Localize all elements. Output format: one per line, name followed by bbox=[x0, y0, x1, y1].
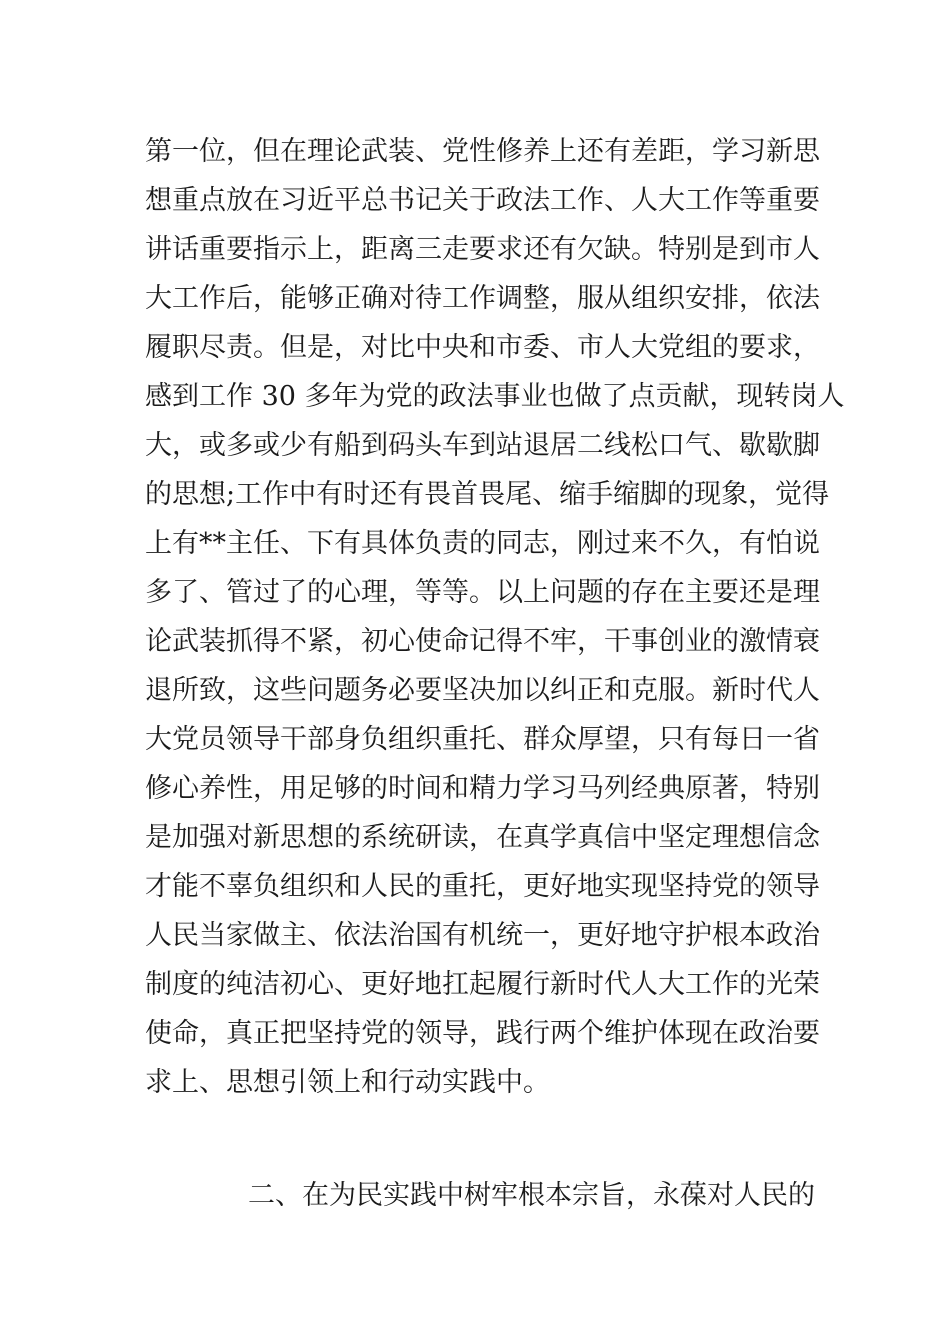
paragraph-line: 上有**主任、下有具体负责的同志，刚过来不久，有怕说 bbox=[145, 528, 820, 559]
paragraph-line: 修心养性，用足够的时间和精力学习马列经典原著，特别 bbox=[145, 773, 820, 804]
paragraph-line: 是加强对新思想的系统研读，在真学真信中坚定理想信念 bbox=[145, 822, 820, 853]
paragraph-line: 论武装抓得不紧，初心使命记得不牢，干事创业的激情衰 bbox=[145, 626, 820, 657]
paragraph-line: 人民当家做主、依法治国有机统一，更好地守护根本政治 bbox=[145, 920, 820, 951]
paragraph-line: 履职尽责。但是，对比中央和市委、市人大党组的要求， bbox=[145, 332, 820, 363]
paragraph-line: 大党员领导干部身负组织重托、群众厚望，只有每日一省 bbox=[145, 724, 820, 755]
paragraph-line: 才能不辜负组织和人民的重托，更好地实现坚持党的领导 bbox=[145, 871, 820, 902]
paragraph-line: 大，或多或少有船到码头车到站退居二线松口气、歇歇脚 bbox=[145, 430, 820, 461]
paragraph-line: 大工作后，能够正确对待工作调整，服从组织安排，依法 bbox=[145, 283, 820, 314]
section-heading: 二、在为民实践中树牢根本宗旨，永葆对人民的 bbox=[248, 1180, 815, 1211]
paragraph-line: 制度的纯洁初心、更好地扛起履行新时代人大工作的光荣 bbox=[145, 969, 820, 1000]
paragraph-line: 求上、思想引领上和行动实践中。 bbox=[145, 1067, 550, 1098]
paragraph-line: 第一位，但在理论武装、党性修养上还有差距，学习新思 bbox=[145, 136, 820, 167]
paragraph-line: 想重点放在习近平总书记关于政法工作、人大工作等重要 bbox=[145, 185, 820, 216]
paragraph-line: 使命，真正把坚持党的领导，践行两个维护体现在政治要 bbox=[145, 1018, 820, 1049]
paragraph-line: 的思想;工作中有时还有畏首畏尾、缩手缩脚的现象，觉得 bbox=[145, 479, 830, 510]
paragraph-line: 感到工作 30 多年为党的政法事业也做了点贡献，现转岗人 bbox=[145, 381, 845, 412]
paragraph-line: 多了、管过了的心理，等等。以上问题的存在主要还是理 bbox=[145, 577, 820, 608]
paragraph-line: 讲话重要指示上，距离三走要求还有欠缺。特别是到市人 bbox=[145, 234, 820, 265]
paragraph-line: 退所致，这些问题务必要坚决加以纠正和克服。新时代人 bbox=[145, 675, 820, 706]
